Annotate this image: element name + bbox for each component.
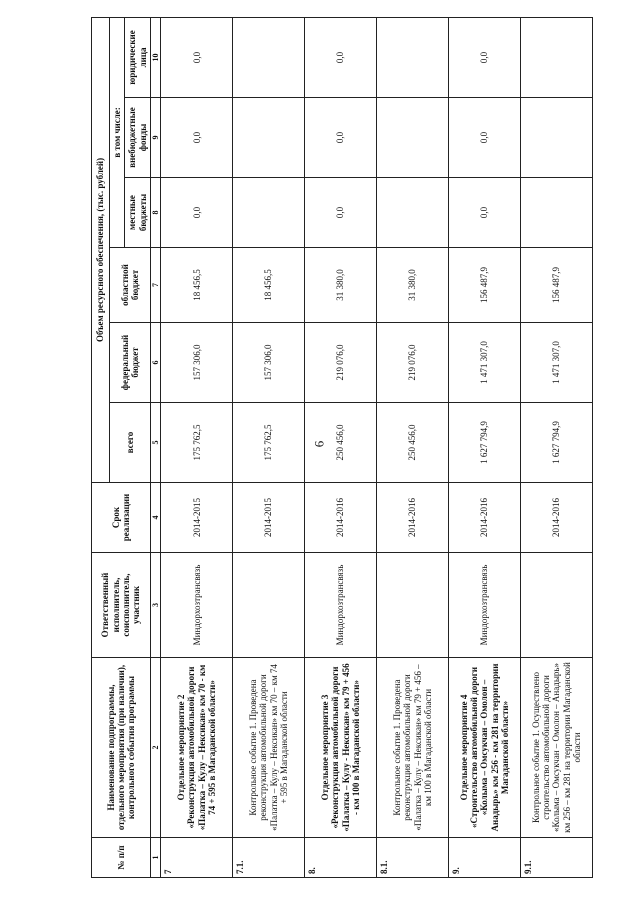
row-responsible: Миндорхозтрансвязь (305, 553, 377, 658)
row-local: 0,0 (449, 178, 521, 248)
header-local: местные бюджеты (125, 178, 151, 248)
row-responsible (520, 553, 592, 658)
row-regional: 156 487,9 (520, 248, 592, 323)
row-num: 7 (161, 838, 233, 878)
row-total: 1 627 794,9 (520, 403, 592, 483)
row-name: Отдельное мероприятие 2 «Реконструкция автомобильной дороги «Палатка – Кулу – Нексикан» км 70 - км 74 + 595 в Магаданской области» (161, 658, 233, 838)
index-cell: 10 (151, 17, 161, 97)
index-cell: 7 (151, 248, 161, 323)
row-legal: 0,0 (449, 17, 521, 97)
row-responsible (377, 553, 449, 658)
row-legal: 0,0 (305, 17, 377, 97)
row-term: 2014-2016 (520, 483, 592, 553)
row-local (520, 178, 592, 248)
index-cell: 3 (151, 553, 161, 658)
row-extrabudget (377, 98, 449, 178)
header-extrabudget: внебюджетные фонды (125, 98, 151, 178)
row-total: 250 456,0 (305, 403, 377, 483)
index-row (151, 17, 161, 877)
row-term: 2014-2016 (305, 483, 377, 553)
row-name: Контрольное событие 1. Проведена реконструкция автомобильной дороги «Палатка – Кулу – Нексикан» км 79 + 456 – км 100 в Магаданской области (377, 658, 449, 838)
row-total: 250 456,0 (377, 403, 449, 483)
header-num: № п/п (92, 838, 151, 878)
index-cell: 4 (151, 483, 161, 553)
table-row (233, 17, 305, 877)
row-regional: 18 456,5 (161, 248, 233, 323)
row-responsible: Миндорхозтрансвязь (449, 553, 521, 658)
rotated-table-wrapper (91, 18, 593, 878)
table-row (520, 17, 592, 877)
row-regional: 31 380,0 (305, 248, 377, 323)
index-cell: 2 (151, 658, 161, 838)
row-federal: 157 306,0 (161, 323, 233, 403)
row-extrabudget: 0,0 (161, 98, 233, 178)
header-including: в том числе: (110, 17, 125, 247)
index-cell: 5 (151, 403, 161, 483)
row-federal: 157 306,0 (233, 323, 305, 403)
header-volume: Объем ресурсного обеспечения, (тыс. рублей) (92, 17, 110, 482)
row-federal: 1 471 307,0 (449, 323, 521, 403)
row-num: 7.1. (233, 838, 305, 878)
row-regional: 156 487,9 (449, 248, 521, 323)
header-federal: федеральный бюджет (110, 323, 151, 403)
row-name: Контрольное событие 1. Осуществлено строительство автомобильной дороги «Колыма – Омсукчан – Омолон – Анадырь» км 256 – км 281 на территории Магаданской области (520, 658, 592, 838)
table-row (449, 17, 521, 877)
header-regional: областной бюджет (110, 248, 151, 323)
row-name: Отдельное мероприятие 3 «Реконструкция автомобильной дороги «Палатка – Кулу - Нексикан» км 79 + 456 - км 100 в Магаданской области» (305, 658, 377, 838)
header-name: Наименование подпрограммы, отдельного мероприятия (при наличии), контрольного события программы (92, 658, 151, 838)
resource-table (91, 17, 593, 878)
row-regional: 31 380,0 (377, 248, 449, 323)
row-term: 2014-2016 (449, 483, 521, 553)
row-federal: 219 076,0 (377, 323, 449, 403)
row-term: 2014-2015 (161, 483, 233, 553)
row-num: 9. (449, 838, 521, 878)
table-row (305, 17, 377, 877)
row-legal: 0,0 (161, 17, 233, 97)
table-row (161, 17, 233, 877)
index-cell: 9 (151, 98, 161, 178)
row-federal: 219 076,0 (305, 323, 377, 403)
row-num: 8.1. (377, 838, 449, 878)
row-extrabudget: 0,0 (305, 98, 377, 178)
row-name: Отдельное мероприятие 4 «Строительство автомобильной дороги «Колыма – Омсукчан – Омолон – Анадырь» км 256 - км 281 на территории Магаданской области» (449, 658, 521, 838)
row-extrabudget (233, 98, 305, 178)
row-extrabudget: 0,0 (449, 98, 521, 178)
row-legal (377, 17, 449, 97)
row-local: 0,0 (305, 178, 377, 248)
document-sheet (91, 18, 593, 878)
page-number: 6 (311, 440, 327, 448)
header-term: Срок реализации (92, 483, 151, 553)
row-extrabudget (520, 98, 592, 178)
row-total: 1 627 794,9 (449, 403, 521, 483)
index-cell: 8 (151, 178, 161, 248)
index-cell: 1 (151, 838, 161, 878)
row-local (233, 178, 305, 248)
row-responsible: Миндорхозтрансвязь (161, 553, 233, 658)
row-local (377, 178, 449, 248)
header-total: всего (110, 403, 151, 483)
header-responsible: Ответственный исполнитель, соисполнитель, участник (92, 553, 151, 658)
row-regional: 18 456,5 (233, 248, 305, 323)
row-name: Контрольное событие 1. Проведена реконструкция автомобильной дороги «Палатка – Кулу – Нексикан» км 70 – км 74 + 595 в Магаданской области (233, 658, 305, 838)
row-local: 0,0 (161, 178, 233, 248)
table-row (377, 17, 449, 877)
row-legal (520, 17, 592, 97)
row-total: 175 762,5 (233, 403, 305, 483)
row-total: 175 762,5 (161, 403, 233, 483)
row-term: 2014-2016 (377, 483, 449, 553)
index-cell: 6 (151, 323, 161, 403)
row-num: 9.1. (520, 838, 592, 878)
row-num: 8. (305, 838, 377, 878)
row-legal (233, 17, 305, 97)
row-federal: 1 471 307,0 (520, 323, 592, 403)
row-responsible (233, 553, 305, 658)
header-legal: юридические лица (125, 17, 151, 97)
row-term: 2014-2015 (233, 483, 305, 553)
